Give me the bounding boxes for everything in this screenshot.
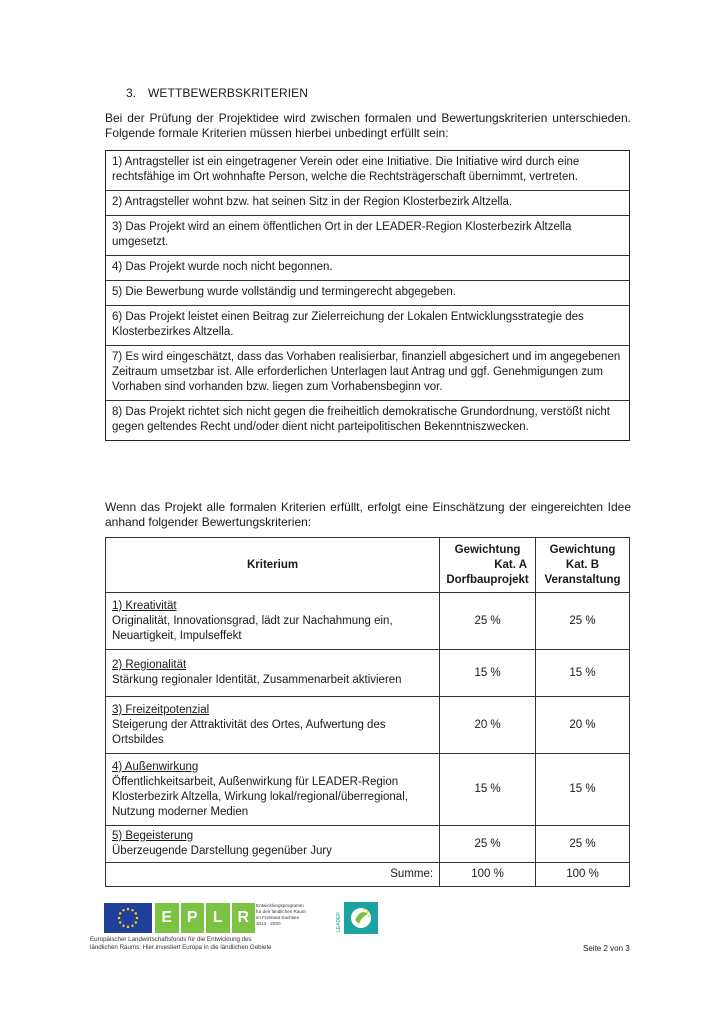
- footer: [90, 898, 635, 958]
- weight-kat-b: 25 %: [536, 593, 630, 650]
- sum-kat-a: 100 %: [440, 863, 536, 887]
- header-kriterium: Kriterium: [106, 538, 440, 593]
- formal-criterion: 7) Es wird eingeschätzt, dass das Vorhaben realisierbar, finanziell abgesichert und im angegebenen Zeitraum umsetzbar ist. Alle erforderlichen Unterlagen laut Antrag und ggf. Genehmigungen zum Vorhaben sind vorhanden bzw. liegen zum Vorhabensbeginn vor.: [106, 345, 629, 400]
- eu-fund-caption-line1: Europäischer Landwirtschaftsfonds für die Entwicklung des: [90, 936, 252, 943]
- eplr-letter: R: [232, 903, 256, 933]
- weight-kat-b: 15 %: [536, 754, 630, 826]
- formal-criterion: 1) Antragsteller ist ein eingetragener Verein oder eine Initiative. Die Initiative wird durch eine rechtsfähige im Ort wohnhafte Person, welche die Rechtsträgerschaft übernimmt, vertreten.: [112, 156, 580, 183]
- criterion-description: Stärkung regionaler Identität, Zusammenarbeit aktivieren: [112, 674, 402, 686]
- criterion-description: Originalität, Innovationsgrad, lädt zur Nachahmung ein, Neuartigkeit, Impulseffekt: [112, 614, 393, 642]
- table-header-row: [106, 538, 630, 593]
- weight-kat-b: 15 %: [536, 650, 630, 697]
- eplr-caption-line: im Freistaat Sachsen: [256, 915, 300, 920]
- criterion-description: Überzeugende Darstellung gegenüber Jury: [112, 845, 332, 857]
- formal-criterion: 5) Die Bewerbung wurde vollständig und termingerecht abgegeben.: [106, 280, 629, 305]
- table-row: [106, 697, 630, 754]
- table-row: [106, 650, 630, 697]
- evaluation-criteria-table: [105, 537, 630, 887]
- header-kat-a-line2: Kat. A: [494, 558, 528, 571]
- weight-kat-a: 15 %: [440, 754, 536, 826]
- evaluation-intro-paragraph: Wenn das Projekt alle formalen Kriterien erfüllt, erfolgt eine Einschätzung der eingereichten Idee anhand folgender Bewertungskriterien:: [105, 500, 631, 529]
- header-kat-a: [440, 538, 536, 593]
- criterion-name: 4) Außenwirkung: [112, 760, 199, 773]
- formal-criterion: 8) Das Projekt richtet sich nicht gegen die freiheitlich demokratische Grundordnung, verstößt nicht gegen geltendes Recht und/oder dient nicht parteipolitischen Bekenntniszwecken.: [106, 400, 629, 440]
- section-number: 3.: [126, 86, 137, 100]
- eu-fund-caption: [90, 936, 350, 952]
- criterion-name: 2) Regionalität: [112, 659, 187, 671]
- formal-criteria-box: [105, 150, 630, 441]
- header-kat-a-line1: Gewichtung: [454, 543, 521, 556]
- eplr-caption-line: für den ländlichen Raum: [256, 909, 306, 914]
- header-kat-a-line3: Dorfbauprojekt: [446, 573, 529, 586]
- eplr-letter: L: [206, 903, 230, 933]
- criterion-name: 1) Kreativität: [112, 599, 177, 612]
- eplr-logo: [155, 903, 255, 933]
- table-row: [106, 754, 630, 826]
- table-row: [106, 593, 630, 650]
- eplr-letter: P: [181, 903, 205, 933]
- weight-kat-b: 25 %: [536, 826, 630, 863]
- formal-criterion: 6) Das Projekt leistet einen Beitrag zur Zielerreichung der Lokalen Entwicklungsstrategie des Klosterbezirkes Altzella.: [106, 305, 629, 345]
- criterion-description: Steigerung der Attraktivität des Ortes, Aufwertung des Ortsbildes: [112, 718, 386, 746]
- leader-logo: [334, 898, 382, 938]
- formal-criterion: 2) Antragsteller wohnt bzw. hat seinen Sitz in der Region Klosterbezirk Altzella.: [106, 190, 629, 215]
- header-kat-b-line3: Veranstaltung: [544, 573, 621, 586]
- header-kat-b-line1: Gewichtung: [549, 543, 616, 556]
- intro-paragraph: Bei der Prüfung der Projektidee wird zwischen formalen und Bewertungskriterien unterschieden. Folgende formale Kriterien müssen hierbei unbedingt erfüllt sein:: [105, 111, 631, 140]
- weight-kat-a: 25 %: [440, 593, 536, 650]
- criterion-description: Öffentlichkeitsarbeit, Außenwirkung für LEADER-Region Klosterbezirk Altzella, Wirkung lokal/regional/überregional, Nutzung moderner Medien: [112, 775, 408, 818]
- table-sum-row: [106, 863, 630, 887]
- eplr-caption: [256, 903, 336, 927]
- criterion-name: 5) Begeisterung: [112, 830, 194, 842]
- criterion-name: 3) Freizeitpotenzial: [112, 703, 210, 716]
- header-kat-b-line2: Kat. B: [565, 558, 600, 571]
- section-title: WETTBEWERBSKRITERIEN: [148, 86, 309, 100]
- header-kat-b: [536, 538, 630, 593]
- weight-kat-a: 15 %: [440, 650, 536, 697]
- eplr-letter: E: [155, 903, 179, 933]
- section-heading: [126, 86, 308, 100]
- eplr-caption-line: Entwicklungsprogramm: [256, 903, 304, 908]
- weight-kat-a: 25 %: [440, 826, 536, 863]
- page-number: Seite 2 von 3: [583, 944, 630, 953]
- table-row: [106, 826, 630, 863]
- weight-kat-a: 20 %: [440, 697, 536, 754]
- leader-emblem-icon: [334, 898, 382, 938]
- sum-label: Summe:: [106, 863, 440, 887]
- eu-flag-logo: [104, 903, 152, 933]
- sum-kat-b: 100 %: [536, 863, 630, 887]
- formal-criterion: 4) Das Projekt wurde noch nicht begonnen.: [106, 255, 629, 280]
- formal-criterion: 3) Das Projekt wird an einem öffentlichen Ort in der LEADER-Region Klosterbezirk Altzella umgesetzt.: [106, 215, 629, 255]
- eplr-caption-line: 2014 - 2020: [256, 921, 281, 926]
- weight-kat-b: 20 %: [536, 697, 630, 754]
- leader-label: LEADER: [336, 911, 342, 932]
- eu-stars-icon: [104, 903, 152, 933]
- eu-fund-caption-line2: ländlichen Raums: Hier investiert Europa in die ländlichen Gebiete: [90, 944, 272, 951]
